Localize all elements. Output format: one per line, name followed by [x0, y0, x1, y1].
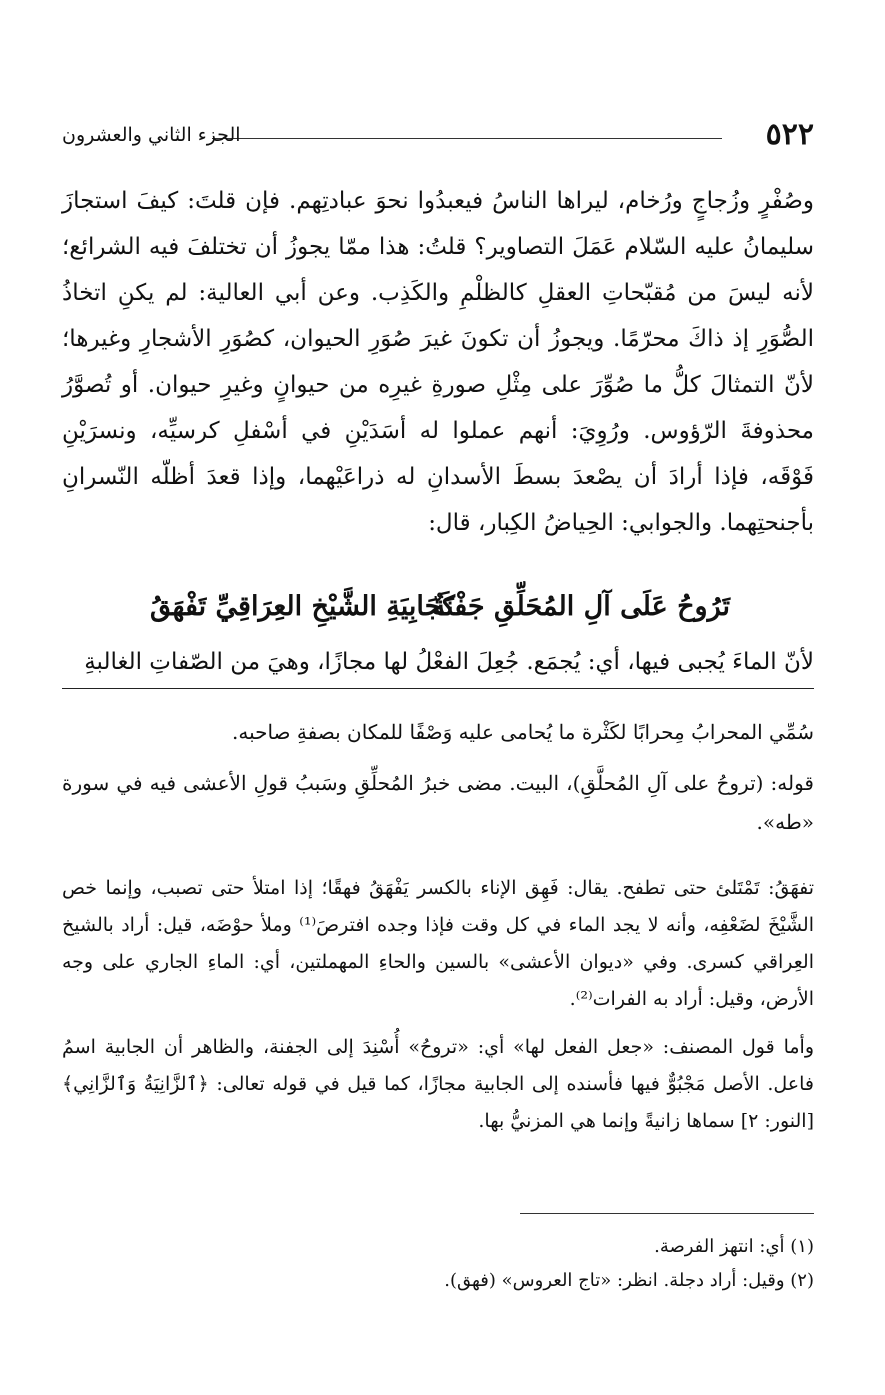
main-text — [62, 178, 814, 546]
commentary-paragraph: قوله: (تروحُ على آلِ المُحلَّقِ)، البيت. مضى خبرُ المُحلِّقِ وسَببُ قولِ الأعشى فيه في سورة «طه». — [62, 771, 814, 834]
footnote: (٢) وقيل: أراد دجلة. انظر: «تاج العروس» (فهق). — [444, 1270, 814, 1291]
page-number: ٥٢٢ — [765, 117, 814, 152]
header-rule — [212, 138, 722, 139]
verse-second-hemistich: كَجَابِيَةِ الشَّيْخِ العِرَاقِيِّ تَفْهَقُ — [150, 591, 455, 622]
poetry-verse — [150, 578, 730, 636]
gloss-paragraph: تفهَقُ: تَمْتَلئ حتى تطفح. يقال: فَهِق الإناء بالكسر يَفْهَقُ فهقًا؛ إذا امتلأ حتى تصبب، وإنما خص الشَّيْخَ لضَعْفِه، وأنه لا يجد الماء في كل وقت فإذا وجده افترصَ⁽¹⁾ وملأ حوْضَه، قيل: أراد بالشيخ العِراقي كسرى. وفي «ديوان الأعشى» بالسين والحاءِ المهملتين، أي: الماءِ الجاري على وجه الأرض، وقيل: أراد به الفرات⁽²⁾. — [62, 877, 814, 1010]
commentary — [62, 713, 814, 854]
page-header — [62, 118, 814, 152]
main-text-continuation — [62, 640, 814, 684]
footnote: (١) أي: انتهز الفرصة. — [654, 1236, 814, 1257]
gloss — [62, 870, 814, 1151]
running-title: الجزء الثاني والعشرون — [62, 124, 241, 146]
commentary-separator — [62, 688, 814, 689]
footnotes — [62, 1230, 814, 1298]
commentary-paragraph: سُمِّي المحرابُ مِحرابًا لكَثْرة ما يُحامى عليه وَصْفًا للمكان بصفةِ صاحبه. — [231, 720, 814, 744]
verse-first-hemistich: تَرُوحُ عَلَى آلِ المُحَلِّقِ جَفْنَةٌ — [431, 591, 730, 622]
continuation-line: لأنّ الماءَ يُجبى فيها، أي: يُجمَع. جُعِلَ الفعْلُ لها مجازًا، وهيَ من الصّفاتِ الغالبةِ — [84, 649, 814, 675]
gloss-paragraph: وأما قول المصنف: «جعل الفعل لها» أي: «تروحُ» أُسْنِدَ إلى الجفنة، والظاهر أن الجابية اسمُ فاعل. الأصل مَجْبُوٌّ فيها فأسنده إلى الجابية مجازًا، كما قيل في قوله تعالى: ﴿ٱلزَّانِيَةُ وَٱلزَّانِي﴾ [النور: ٢] سماها زانيةً وإنما هي المزنيُّ بها. — [62, 1036, 814, 1132]
footnote-separator — [520, 1213, 814, 1214]
main-paragraph: وصُفْرٍ وزُجاجٍ ورُخام، ليراها الناسُ فيعبدُوا نحوَ عبادتِهم. فإن قلتَ: كيفَ استجازَ سليمانُ عليه السّلام عَمَلَ التصاوير؟ قلتُ: هذا ممّا يجوزُ أن تختلفَ فيه الشرائع؛ لأنه ليسَ من مُقبّحاتِ العقلِ كالظلْمِ والكَذِب. وعن أبي العالية: لم يكنِ اتخاذُ الصُّوَرِ إذ ذاكَ محرّمًا. ويجوزُ أن تكونَ غيرَ صُوَرِ الحيوان، كصُوَرِ الأشجارِ وغيرها؛ لأنّ التمثالَ كلُّ ما صُوِّرَ على مِثْلِ صورةِ غيرِه من حيوانٍ وغيرِ حيوان. أو تُصوَّرُ محذوفةَ الرّؤوس. ورُوِيَ: أنهم عملوا له أسَدَيْنِ في أسْفلِ كرسيِّه، ونسرَيْنِ فَوْقَه، فإذا أرادَ أن يصْعدَ بسطَ الأسدانِ له ذراعَيْهما، وإذا قعدَ أظلّه النّسرانِ بأجنحتِهما. والجوابي: الحِياضُ الكِبار، قال: — [62, 188, 814, 536]
